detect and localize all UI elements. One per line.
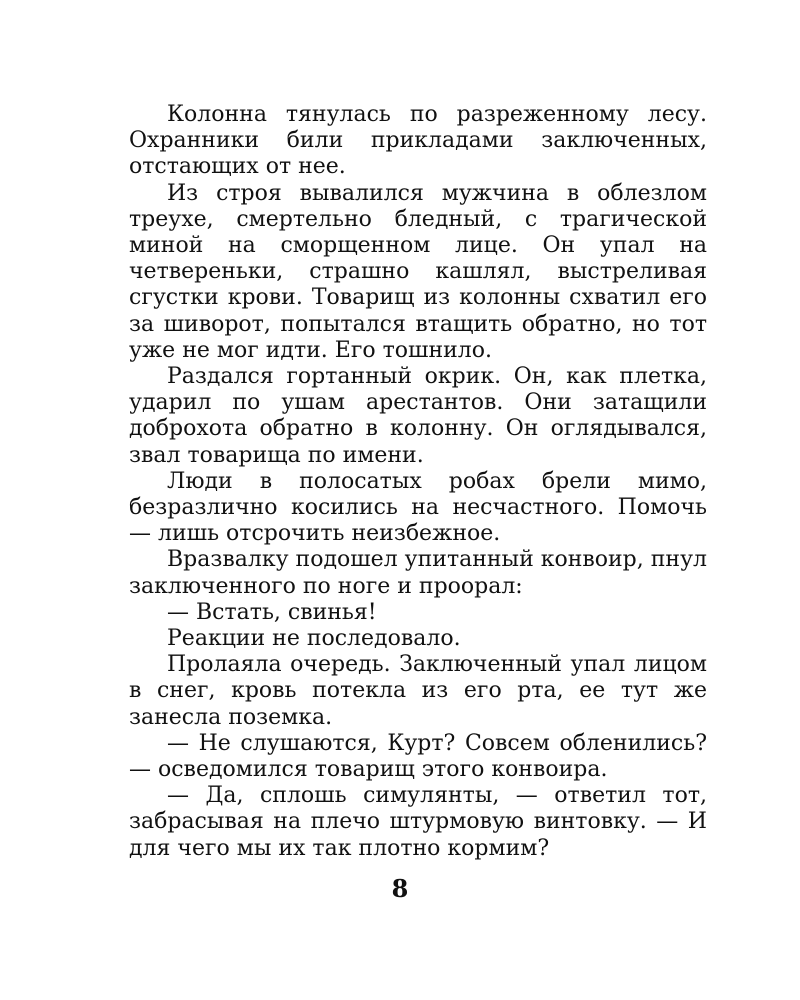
paragraph: Из строя вывалился мужчина в облезлом треухе, смертельно бледный, с трагической миной на сморщенном лице. Он упал на четвереньки, страшно кашлял, выстреливая сгустки крови. Товарищ из колонны схватил его за шиворот, попытался втащить обратно, но тот уже не мог идти. Его тошнило. xyxy=(129,180,707,363)
paragraph: Пролаяла очередь. Заключенный упал лицом в снег, кровь потекла из его рта, ее тут же занесла поземка. xyxy=(129,652,707,730)
body-text xyxy=(129,102,707,862)
paragraph: — Встать, свинья! xyxy=(167,599,377,625)
paragraph: Колонна тянулась по разреженному лесу. Охранники били прикладами заключенных, отстающих от нее. xyxy=(129,102,707,180)
paragraph: — Да, сплошь симулянты, — ответил тот, забрасывая на плечо штурмовую винтовку. — И для чего мы их так плотно кормим? xyxy=(129,783,707,861)
page-number: 8 xyxy=(391,874,409,903)
paragraph: — Не слушаются, Курт? Совсем обленились? — осведомился товарищ этого конвоира. xyxy=(129,730,707,783)
paragraph: Раздался гортанный окрик. Он, как плетка, ударил по ушам арестантов. Они затащили доброхота обратно в колонну. Он оглядывался, звал товарища по имени. xyxy=(129,364,707,468)
paragraph: Вразвалку подошел упитанный конвоир, пнул заключенного по ноге и проорал: xyxy=(129,547,707,599)
paragraph: Реакции не последовало. xyxy=(167,626,461,652)
paragraph: Люди в полосатых робах брели мимо, безразлично косились на несчастного. Помочь — лишь отсрочить неизбежное. xyxy=(129,468,707,547)
